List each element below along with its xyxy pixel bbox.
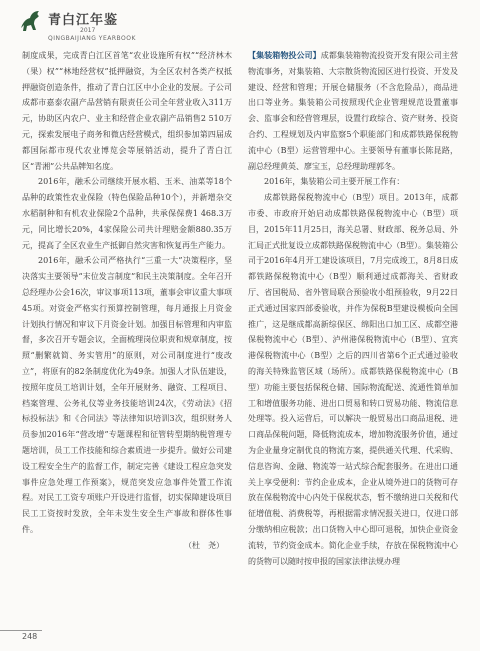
paragraph-text: 成都集装箱物流投资开发有限公司主营物流事务，对集装箱、大宗散货物流园区进行投资、开发及建设、经营和管理；开展仓储服务（不含危险品），商品进出口等业务。集装箱公司按照现代企业管理规范设置董事会、监事会和经营管理层，设置行政综合、资产财务、投资合约、工程规划及内审监察5个职能部门和成都铁路保税物流中心（B型）运营管理中心。主要领导有董事长陈昆路，副总经理黄英、廖宝玉，总经理助理郭冬。 (248, 51, 459, 171)
paragraph: 2016年，融禾公司继续开展水稻、玉米、油菜等18个品种的政策性农业保险（特色保险品种10个），并新增杂交水稻制种和有机农业保险2个品种，共承保保费1 468.3万元，同比增长20%，4家保险公司共计理赔金额880.35万元，提高了全区农业生产抵御自然灾害和恢复再生产能力。 (22, 177, 232, 250)
right-column (248, 48, 458, 569)
yearbook-subtitle: QINGBAIJIANG YEARBOOK (48, 35, 136, 42)
author-signature: （杜 尧） (184, 540, 224, 550)
paragraph: 制度成果，完成青白江区首笔“农业设施所有权”“经济林木（果）权”“林地经营权”抵押融资，为全区农村各类产权抵押融资创造条件，推动了青白江区中小企业的发展。子公司成都市嘉泰农副产品营销有限责任公司全年营业收入311万元，协助区内农户、业主和经营企业农副产品销售2 510万元，探索发展电子商务和微店经营模式，组织参加第四届成都国际都市现代农业博览会等展销活动，提升了青白江区“青湘”公共品牌知名度。 (22, 51, 232, 171)
footer-rule (0, 630, 42, 631)
paragraph: 2016年，集装箱公司主要开展工作有： (264, 177, 405, 187)
section-intro (248, 48, 458, 174)
horse-logo-icon (18, 8, 44, 34)
yearbook-year: 2017 (80, 27, 96, 34)
page-number: 248 (22, 632, 38, 641)
section-tag: 【集装箱物投公司】 (248, 50, 321, 60)
yearbook-title: 青白江年鉴 (48, 13, 119, 28)
paragraph: 2016年，融禾公司严格执行“三重一大”决策程序，坚决落实主要领导“末位发言制度”和民主决策制度。全年召开总经理办公会16次，审议事项113项，董事会审议重大事项45项。对资金严格实行预算控制管理，每月通报上月资金计划执行情况和审议下月资金计划。加强目标管理和内审监督，多次召开专题会议，全面梳理岗位职责和规章制度，按照“删繁就简、务实管用”的原则，对公司制度进行“废改立”，将原有的82条制度优化为49条。加强人才队伍建设，按照年度员工培训计划，全年开展财务、融资、工程项目、档案管理、公务礼仪等业务技能培训24次，《劳动法》《招标投标法》和《合同法》等法律知识培训3次，组织财务人员参加2016年“营改增”专题课程和征管转型期纳税管理专题培训，员工工作技能和综合素质进一步提升。做好公司建设工程安全生产的监督工作，制定完善《建设工程应急突发事件应急处理工作预案》，规范突发应急事件处置工作流程。对民工工资专项账户开设进行监督，切实保障建设项目民工工资按时发放，全年未发生安全生产事故和群体性事件。 (22, 256, 232, 534)
left-column (22, 48, 232, 554)
yearbook-logo (18, 6, 138, 46)
paragraph: 成都铁路保税物流中心（B型）项目。2013年，成都市委、市政府开始启动成都铁路保税物流中心（B型）项目，2015年11月25日，海关总署、财政部、税务总局、外汇局正式批复设立成都铁路保税物流中心（B型）。集装箱公司于2016年4月开工建设该项目，7月完成竣工，8月8日成都铁路保税物流中心（B型）顺利通过成都海关、省财政厅、省国税局、省外管局联合预验收小组预验收，9月22日正式通过国家四部委验收，并作为保税B型建设模板向全国推广，这是继成都高新综保区、绵阳出口加工区、成都空港保税物流中心（B型）、泸州港保税物流中心（B型）、宜宾港保税物流中心（B型）之后的四川省第6个正式通过验收的海关特殊监管区域（场所）。成都铁路保税物流中心（B型）功能主要包括保税仓储、国际物流配送、流通性简单加工和增值服务功能、进出口贸易和转口贸易功能、物流信息处理等。投入运营后，可以解决一般贸易出口商品退税、进口商品保税问题，降低物流成本，增加物流服务价值，通过为企业量身定制优良的物流方案，提供通关代理、代采购、信息咨询、金融、物流等一站式综合配套服务。在进出口通关上享受便利：节约企业成本，企业从境外进口的货物可存放在保税物流中心内处于保税状态，暂不缴纳进口关税和代征增值税、消费税等，再根据需求情况报关进口，仅进口部分缴纳相应税款；出口货物入中心即可退税，加快企业资金流转，节约资金成本。简化企业手续，存放在保税物流中心的货物可以随时按申报的国家法律法规办理 (248, 193, 458, 566)
